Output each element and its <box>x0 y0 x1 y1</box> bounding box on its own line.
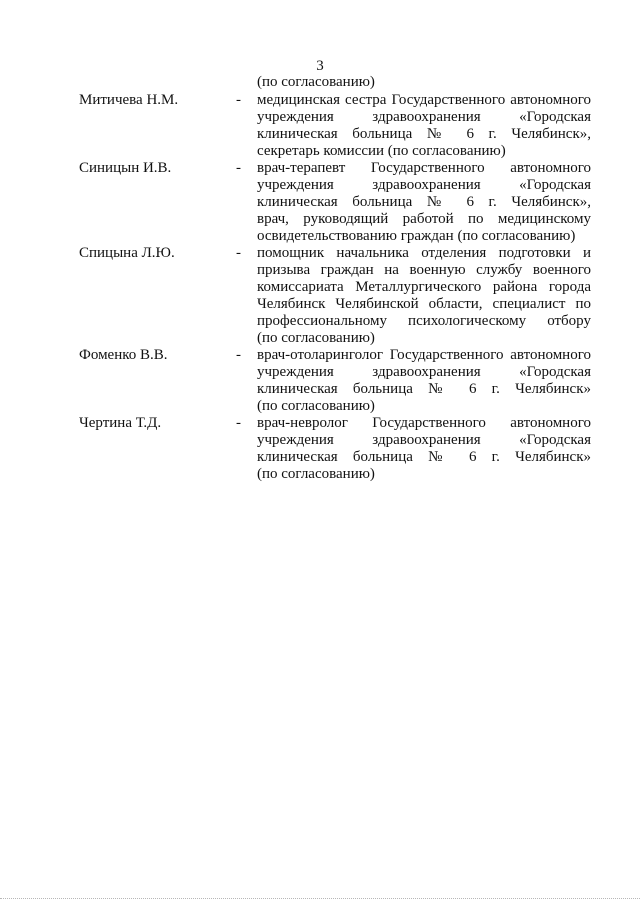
description-line: призыва граждан на военную службу военного <box>257 262 591 278</box>
description-line: секретарь комиссии (по согласованию) <box>257 143 506 159</box>
description-line: (по согласованию) <box>257 398 375 414</box>
entry-dash: - <box>236 92 241 108</box>
member-name: Синицын И.В. <box>79 160 172 176</box>
description-line: (по согласованию) <box>257 466 375 482</box>
member-name: Митичева Н.М. <box>79 92 179 108</box>
entry-dash: - <box>236 415 241 431</box>
description-line: врач, руководящий работой по медицинскому <box>257 211 591 227</box>
entry-dash: - <box>236 245 241 261</box>
description-line: освидетельствованию граждан (по согласованию) <box>257 228 576 244</box>
lead-note: (по согласованию) <box>257 74 375 90</box>
description-line: учреждения здравоохранения «Городская <box>257 109 591 125</box>
entry-dash: - <box>236 347 241 363</box>
member-entry <box>0 92 640 160</box>
member-description <box>257 415 591 483</box>
description-line: профессиональному психологическому отбору <box>257 313 591 329</box>
description-line: врач-невролог Государственного автономного <box>257 415 591 431</box>
description-line: клиническая больница № 6 г. Челябинск» <box>257 381 591 397</box>
description-line: клиническая больница № 6 г. Челябинск», <box>257 194 591 210</box>
description-line: помощник начальника отделения подготовки и <box>257 245 591 261</box>
description-line: врач-терапевт Государственного автономного <box>257 160 591 176</box>
description-line: (по согласованию) <box>257 330 375 346</box>
member-entry <box>0 415 640 483</box>
member-name: Спицына Л.Ю. <box>79 245 175 261</box>
member-name: Чертина Т.Д. <box>79 415 162 431</box>
member-description <box>257 92 591 160</box>
member-name: Фоменко В.В. <box>79 347 168 363</box>
description-line: клиническая больница № 6 г. Челябинск», <box>257 126 591 142</box>
description-line: комиссариата Металлургического района города <box>257 279 591 295</box>
description-line: учреждения здравоохранения «Городская <box>257 432 591 448</box>
scan-footer-line <box>0 898 640 900</box>
member-entry <box>0 347 640 415</box>
member-description <box>257 160 591 245</box>
entry-dash: - <box>236 160 241 176</box>
commission-member-list <box>0 92 640 483</box>
description-line: учреждения здравоохранения «Городская <box>257 177 591 193</box>
member-description <box>257 347 591 415</box>
description-line: учреждения здравоохранения «Городская <box>257 364 591 380</box>
member-entry <box>0 160 640 245</box>
description-line: медицинская сестра Государственного автономного <box>257 92 591 108</box>
member-description <box>257 245 591 347</box>
description-line: клиническая больница № 6 г. Челябинск» <box>257 449 591 465</box>
description-line: Челябинск Челябинской области, специалист по <box>257 296 591 312</box>
page-number: 3 <box>316 58 324 74</box>
description-line: врач-отоларинголог Государственного автономного <box>257 347 591 363</box>
member-entry <box>0 245 640 347</box>
